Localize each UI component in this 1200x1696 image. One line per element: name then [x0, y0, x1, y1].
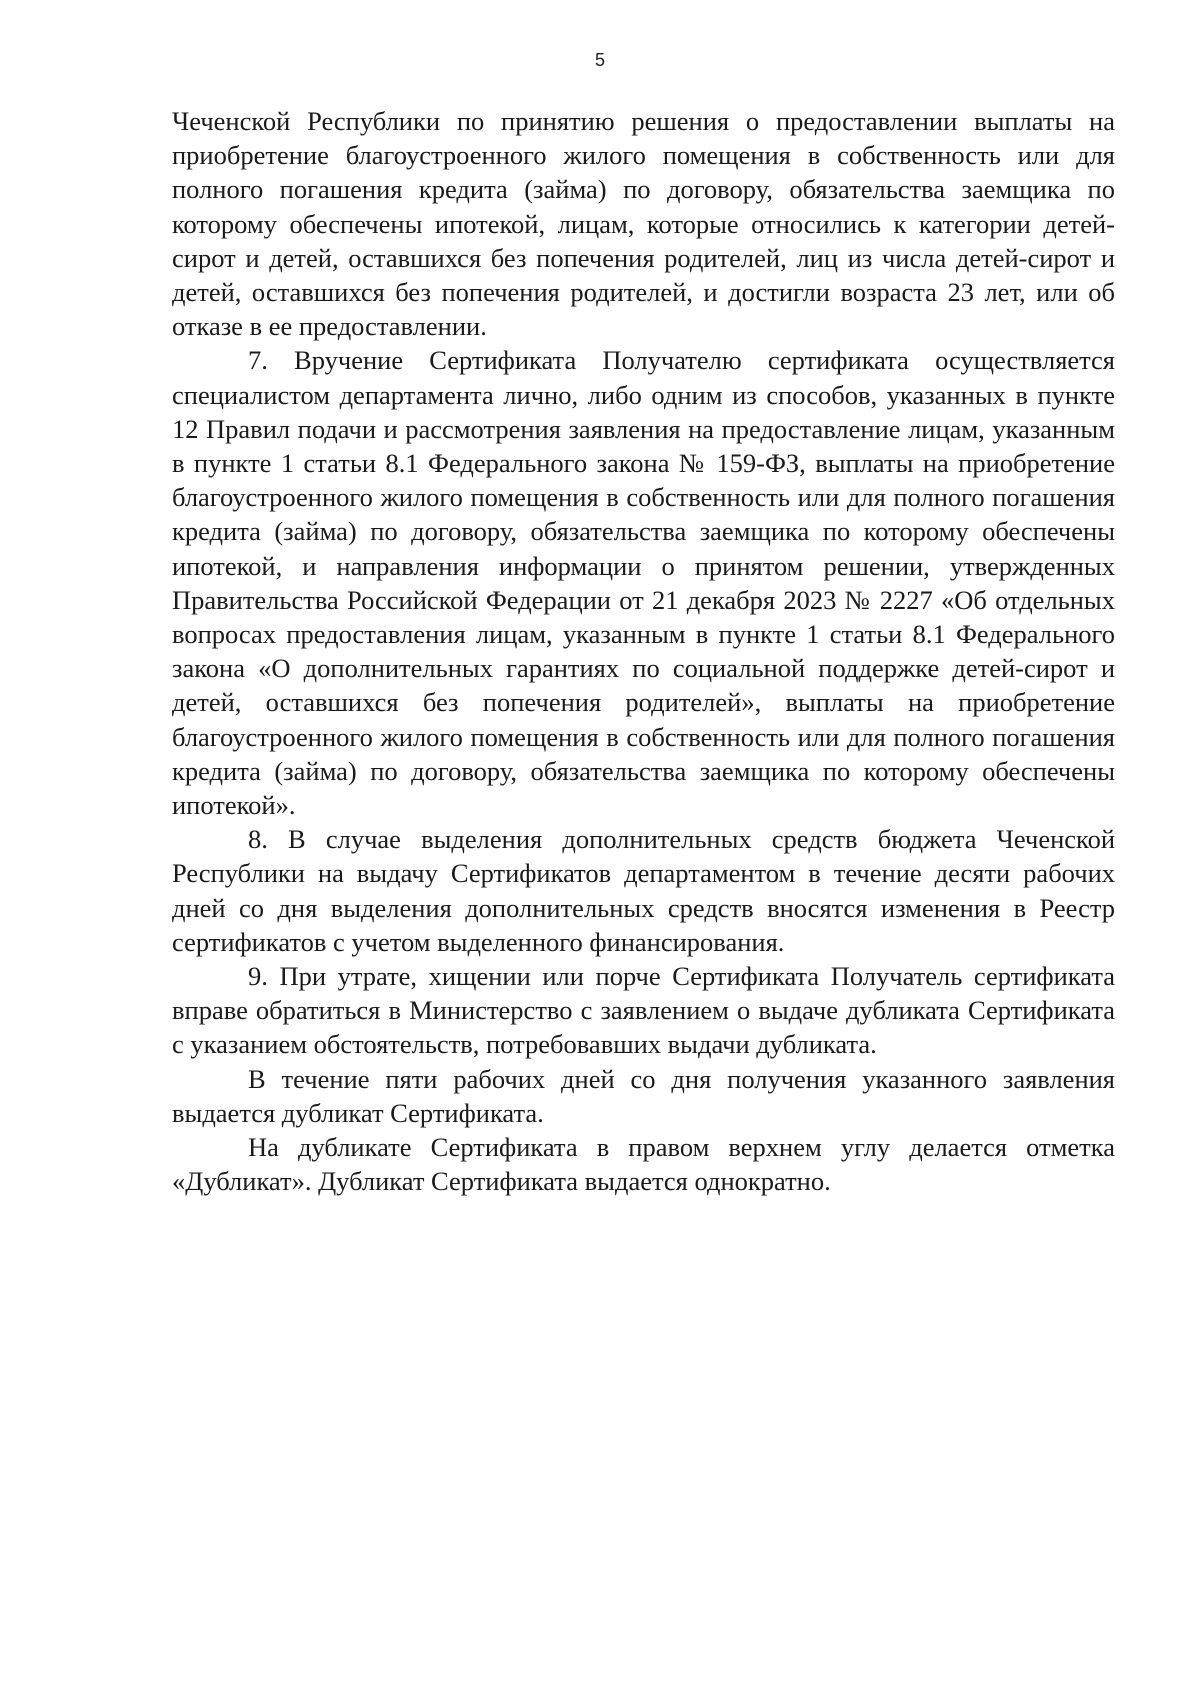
paragraph-continuation: Чеченской Республики по принятию решения о предоставлении выплаты на приобретение благоустроенного жилого помещения в собственность или для полного погашения кредита (займа) по договору, обязательства заемщика по которому обеспечены ипотекой, лицам, которые относились к категории детей-сирот и детей, оставшихся без попечения родителей, лиц из числа детей-сирот и детей, оставшихся без попечения родителей, и достигли возраста 23 лет, или об отказе в ее предоставлении.	[172, 106, 1115, 342]
paragraph-item-7: 7. Вручение Сертификата Получателю сертификата осуществляется специалистом департамента лично, либо одним из способов, указанных в пункте 12 Правил подачи и рассмотрения заявления на предоставление лицам, указанным в пункте 1 статьи 8.1 Федерального закона № 159-ФЗ, выплаты на приобретение благоустроенного жилого помещения в собственность или для полного погашения кредита (займа) по договору, обязательства заемщика по которому обеспечены ипотекой, и направления информации о принятом решении, утвержденных Правительства Российской Федерации от 21 декабря 2023 № 2227 «Об отдельных вопросах предоставления лицам, указанным в пункте 1 статьи 8.1 Федерального закона «О дополнительных гарантиях по социальной поддержке детей-сирот и детей, оставшихся без попечения родителей», выплаты на приобретение благоустроенного жилого помещения в собственность или для полного погашения кредита (займа) по договору, обязательства заемщика по которому обеспечены ипотекой».	[172, 345, 1115, 821]
document-body	[172, 104, 1115, 1199]
paragraph-duplicate-term: В течение пяти рабочих дней со дня получения указанного заявления выдается дубликат Сертификата.	[172, 1063, 1115, 1128]
paragraph-item-8: 8. В случае выделения дополнительных средств бюджета Чеченской Республики на выдачу Сертификатов департаментом в течение десяти рабочих дней со дня выделения дополнительных средств вносятся изменения в Реестр сертификатов с учетом выделенного финансирования.	[172, 824, 1115, 957]
paragraph-duplicate-mark: На дубликате Сертификата в правом верхнем углу делается отметка «Дубликат». Дубликат Сертификата выдается однократно.	[172, 1132, 1115, 1197]
page-number: 5	[594, 50, 605, 70]
paragraph-item-9: 9. При утрате, хищении или порче Сертификата Получатель сертификата вправе обратиться в Министерство с заявлением о выдаче дубликата Сертификата с указанием обстоятельств, потребовавших выдачи дубликата.	[172, 961, 1115, 1060]
